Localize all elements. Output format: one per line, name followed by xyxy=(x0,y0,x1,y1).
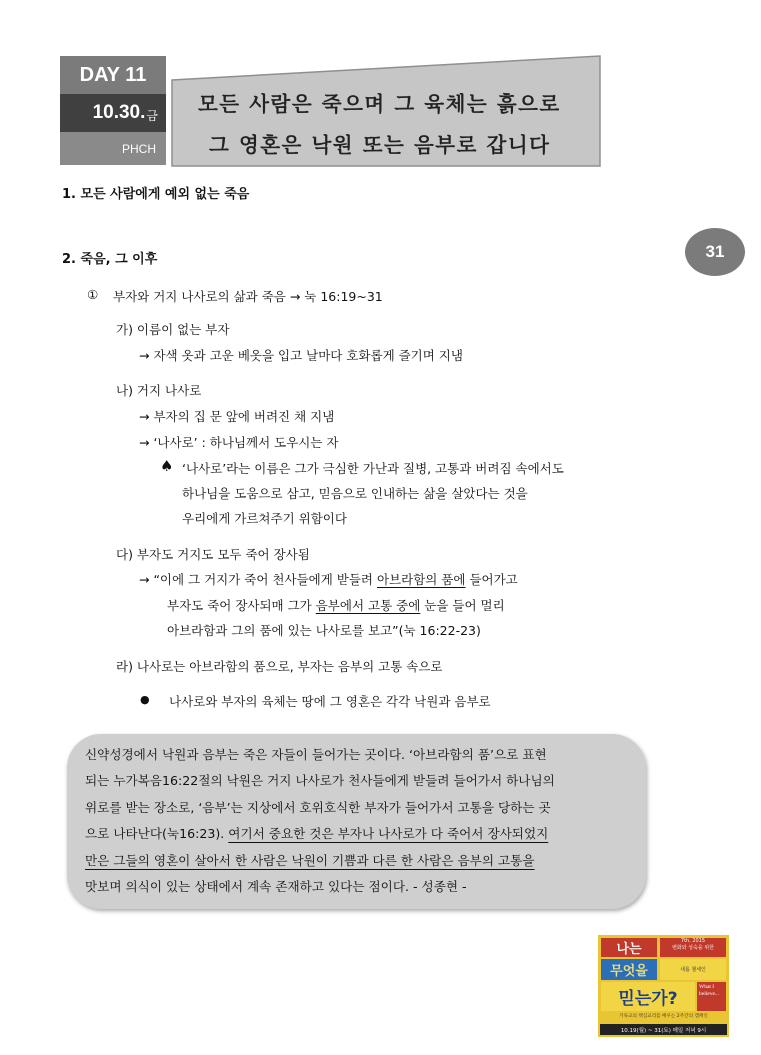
item-1: 부자와 거지 나사로의 삶과 죽음 → 눅 16:19~31 xyxy=(113,289,383,304)
point-ra: 라) 나사로는 아브라함의 품으로, 부자는 음부의 고통 속으로 xyxy=(116,659,443,674)
point-da: 다) 부자도 거지도 모두 죽어 장사됨 xyxy=(116,547,310,562)
point-da-quote-3: 아브라함과 그의 품에 있는 나사로를 보고”(눅 16:22-23) xyxy=(167,623,481,638)
point-na: 나) 거지 나사로 xyxy=(116,383,202,398)
date-label xyxy=(60,94,166,132)
quote-line-4: 으로 나타난다(눅16:23). 여기서 중요한 것은 부자나 나사로가 다 죽어서 장사되었지 xyxy=(85,826,549,842)
poster-word-1: 나는 xyxy=(601,938,657,957)
poster-note: 7th, 2015 변화와 성숙을 위한 xyxy=(660,938,726,957)
date-text: 10.30. xyxy=(92,102,146,123)
code-label: PHCH xyxy=(60,132,166,165)
page-number-badge: 31 xyxy=(685,228,745,276)
point-na-note-3: 우리에게 가르쳐주기 위함이다 xyxy=(182,511,347,526)
point-ga-detail: → 자색 옷과 고운 베옷을 입고 날마다 호화롭게 즐기며 지냄 xyxy=(139,348,463,363)
day-label: DAY 11 xyxy=(60,56,166,94)
spade-icon: ♠ xyxy=(160,457,174,475)
quote-box xyxy=(67,734,646,909)
section-1-heading: 1. 모든 사람에게 예외 없는 죽음 xyxy=(62,187,250,202)
poster-word-2: 무엇을 xyxy=(601,959,657,980)
quote-line-3: 위로를 받는 장소로, ‘음부’는 지상에서 호위호식한 부자가 들어가서 고통을 당하는 곳 xyxy=(85,799,551,815)
point-na-note-1: ‘나사로’라는 이름은 그가 극심한 가난과 질병, 고통과 버려짐 속에서도 xyxy=(182,461,564,476)
point-na-detail-1: → 부자의 집 문 앞에 버려진 채 지냄 xyxy=(139,409,335,424)
poster-caption: 기독교의 핵심교리를 배우는 2주간의 캠페인 xyxy=(619,1014,708,1019)
section-2-heading: 2. 죽음, 그 이후 xyxy=(62,252,158,267)
quote-line-5: 만은 그들의 영혼이 살아서 한 사람은 낙원이 기쁨과 다른 한 사람은 음부의 고통을 xyxy=(85,852,535,868)
poster-word-3: 믿는가? xyxy=(601,982,695,1011)
poster-dates: 10.19(월) ~ 31(토) 매일 저녁 9시 xyxy=(600,1024,727,1035)
poster-note-2: 새롭 챌세인 xyxy=(660,959,726,980)
point-da-quote-2: 부자도 죽어 장사되매 그가 음부에서 고통 중에 눈을 들어 멀리 xyxy=(167,598,505,613)
campaign-poster xyxy=(598,935,729,1037)
point-na-note-2: 하나님을 도움으로 삼고, 믿음으로 인내하는 삶을 살았다는 것을 xyxy=(182,486,528,501)
item-1-marker: ① xyxy=(87,287,99,302)
poster-english: What I believe... xyxy=(697,982,726,1011)
point-da-quote-1: → “이에 그 거지가 죽어 천사들에게 받들려 아브라함의 품에 들어가고 xyxy=(139,572,518,587)
quote-line-6: 맛보며 의식이 있는 상태에서 계속 존재하고 있다는 점이다. - 성종현 - xyxy=(85,879,467,895)
point-ga: 가) 이름이 없는 부자 xyxy=(116,322,230,337)
title-line-1: 모든 사람은 죽으며 그 육체는 흙으로 xyxy=(198,92,561,116)
quote-line-1: 신약성경에서 낙원과 음부는 죽은 자들이 들어가는 곳이다. ‘아브라함의 품’으로 표현 xyxy=(85,747,547,762)
weekday-text: 금 xyxy=(146,108,158,123)
point-na-detail-2: → ‘나사로’ : 하나님께서 도우시는 자 xyxy=(139,435,339,450)
bullet-icon: ● xyxy=(140,693,150,706)
title-line-2: 그 영혼은 낙원 또는 음부로 갑니다 xyxy=(209,133,551,157)
quote-line-2: 되는 누가복음16:22절의 낙원은 거지 나사로가 천사들에게 받들려 들어가서 하나님의 xyxy=(85,773,555,789)
summary-point: 나사로와 부자의 육체는 땅에 그 영혼은 각각 낙원과 음부로 xyxy=(169,694,491,709)
